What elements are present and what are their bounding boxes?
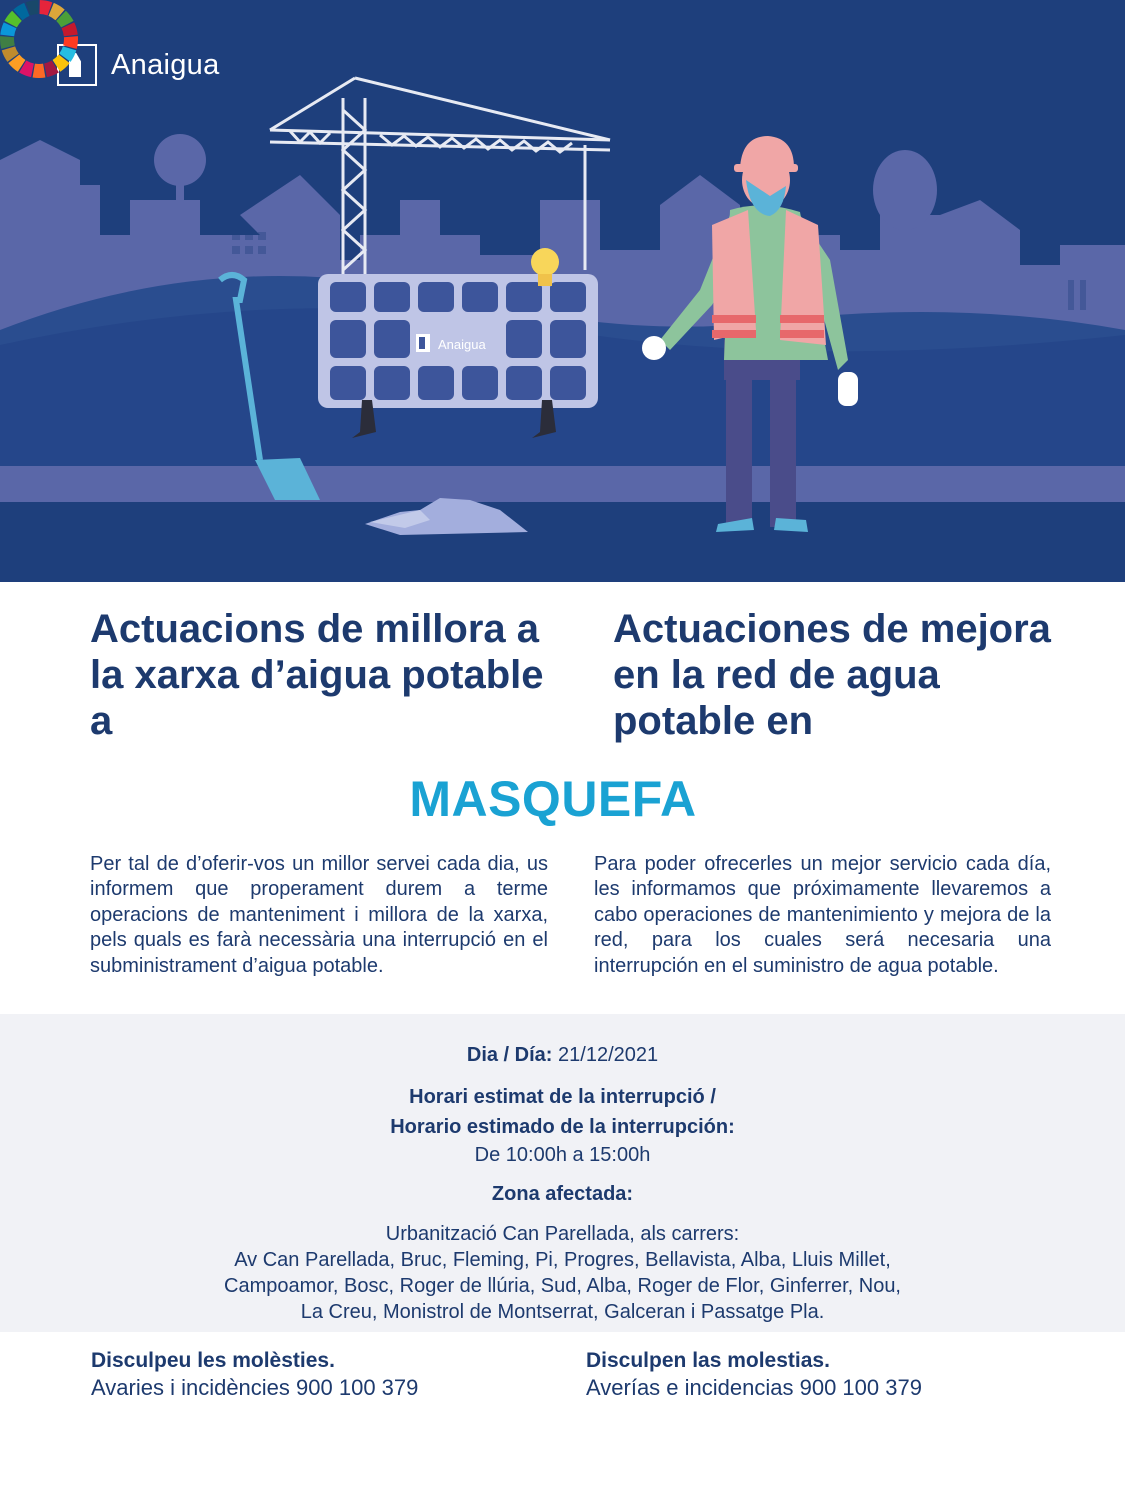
zone-line: Campoamor, Bosc, Roger de llúria, Sud, Alba, Roger de Flor, Ginferrer, Nou, xyxy=(224,1275,901,1297)
construction-scene xyxy=(0,0,1125,582)
zone-line: Av Can Parellada, Bruc, Fleming, Pi, Progres, Bellavista, Alba, Lluis Millet, xyxy=(234,1249,891,1271)
schedule-value: De 10:00h a 15:00h xyxy=(474,1144,651,1166)
intro-catalan: Per tal de d’oferir-vos un millor servei cada dia, us informem que properament durem a terme operacions de manteniment i millora de la xarxa, pels quals es farà necessària una interrupció en el subministrament d’aigua potable. xyxy=(90,853,548,977)
brand-logo xyxy=(57,44,220,86)
title-catalan: Actuacions de millora a la xarxa d’aigua potable a xyxy=(90,607,544,743)
barrier-logo-text: Anaigua xyxy=(438,337,486,352)
intro-spanish: Para poder ofrecerles un mejor servicio cada día, les informamos que próximamente llevaremos a cabo operaciones de mantenimiento y mejora de la red, para los cuales será necesaria una interrupción en el suministro de agua potable. xyxy=(594,853,1051,977)
brand-name: Anaigua xyxy=(111,48,220,81)
title-spanish: Actuaciones de mejora en la red de agua potable en xyxy=(613,607,1051,743)
town-name: MASQUEFA xyxy=(409,771,697,827)
day-value: 21/12/2021 xyxy=(558,1044,659,1066)
sdg-wheel-segment xyxy=(33,64,46,78)
hero-illustration xyxy=(0,0,1125,582)
schedule-label-spanish: Horario estimado de la interrupción: xyxy=(390,1116,735,1138)
day-row xyxy=(0,1042,1125,1068)
sdg-wheel-segment xyxy=(0,36,15,49)
apology-spanish: Disculpen las molestias. xyxy=(586,1349,830,1372)
schedule-label-catalan: Horari estimat de la interrupció / xyxy=(409,1086,716,1108)
apology-catalan: Disculpeu les molèsties. xyxy=(91,1349,335,1372)
sdg-wheel-segment xyxy=(63,36,78,49)
footer-spanish xyxy=(586,1347,922,1401)
zone-line: La Creu, Monistrol de Montserrat, Galceran i Passatge Pla. xyxy=(300,1301,825,1323)
contact-spanish: Averías e incidencias 900 100 379 xyxy=(586,1375,922,1400)
zone-label: Zona afectada: xyxy=(491,1183,634,1205)
contact-catalan: Avaries i incidències 900 100 379 xyxy=(91,1375,419,1400)
interruption-info-panel xyxy=(0,1014,1125,1332)
footer-catalan xyxy=(91,1347,418,1401)
day-label: Dia / Día: xyxy=(466,1044,553,1066)
zone-line: Urbanització Can Parellada, als carrers: xyxy=(385,1223,740,1245)
sdg-wheel-icon xyxy=(0,0,78,78)
